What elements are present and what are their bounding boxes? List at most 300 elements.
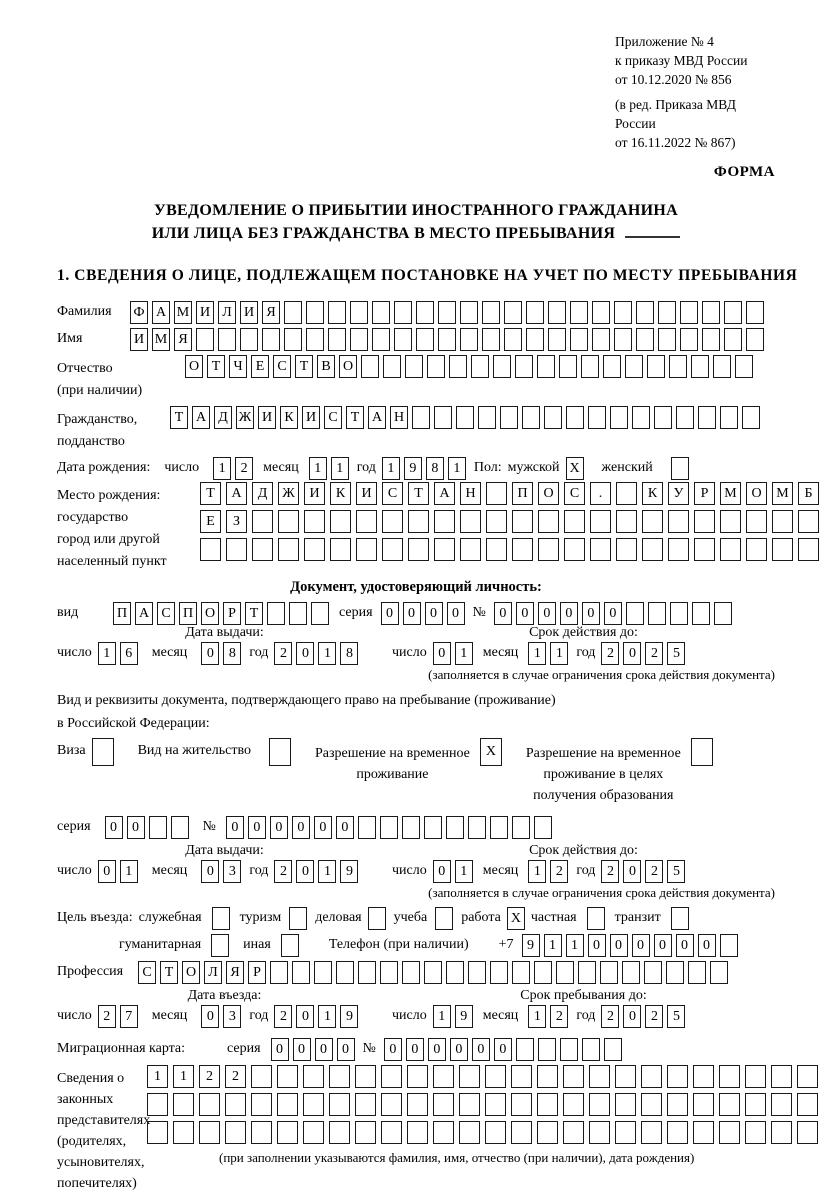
char-box[interactable]: 1	[98, 642, 116, 665]
char-box[interactable]: Т	[295, 355, 313, 378]
char-box[interactable]	[719, 1093, 740, 1116]
residence-permit-checkbox[interactable]	[269, 738, 291, 766]
residence-number-boxes[interactable]	[226, 816, 552, 839]
char-box[interactable]: 2	[601, 860, 619, 883]
char-box[interactable]	[277, 1093, 298, 1116]
char-box[interactable]	[644, 961, 662, 984]
char-box[interactable]	[772, 510, 793, 533]
birthplace-row2-boxes[interactable]	[200, 510, 819, 533]
char-box[interactable]: Л	[204, 961, 222, 984]
char-box[interactable]	[199, 1093, 220, 1116]
char-box[interactable]	[511, 1093, 532, 1116]
char-box[interactable]: Л	[218, 301, 236, 324]
char-box[interactable]: С	[273, 355, 291, 378]
char-box[interactable]: 5	[667, 860, 685, 883]
representatives-row2-boxes[interactable]	[147, 1093, 818, 1116]
char-box[interactable]	[511, 1121, 532, 1144]
char-box[interactable]	[278, 538, 299, 561]
char-box[interactable]: Н	[460, 482, 481, 505]
char-box[interactable]: Р	[223, 602, 241, 625]
char-box[interactable]: 2	[274, 1005, 292, 1028]
char-box[interactable]	[720, 406, 738, 429]
entry-day[interactable]	[98, 1005, 138, 1028]
char-box[interactable]: Т	[170, 406, 188, 429]
identity-number-boxes[interactable]	[494, 602, 732, 625]
char-box[interactable]	[267, 602, 285, 625]
char-box[interactable]: 0	[676, 934, 694, 957]
char-box[interactable]	[735, 355, 753, 378]
char-box[interactable]	[407, 1121, 428, 1144]
char-box[interactable]	[563, 1121, 584, 1144]
char-box[interactable]	[559, 355, 577, 378]
char-box[interactable]: 1	[331, 457, 349, 480]
char-box[interactable]: 9	[522, 934, 540, 957]
char-box[interactable]: 0	[336, 816, 354, 839]
char-box[interactable]	[485, 1093, 506, 1116]
char-box[interactable]: А	[226, 482, 247, 505]
purpose-transit-checkbox[interactable]	[671, 907, 689, 930]
char-box[interactable]	[694, 538, 715, 561]
char-box[interactable]: 9	[340, 1005, 358, 1028]
char-box[interactable]	[719, 1065, 740, 1088]
char-box[interactable]	[329, 1093, 350, 1116]
identity-kind-boxes[interactable]	[113, 602, 329, 625]
char-box[interactable]	[328, 328, 346, 351]
char-box[interactable]	[304, 510, 325, 533]
char-box[interactable]	[526, 328, 544, 351]
char-box[interactable]	[468, 961, 486, 984]
char-box[interactable]: 1	[550, 642, 568, 665]
char-box[interactable]: И	[196, 301, 214, 324]
patronymic-boxes[interactable]	[185, 355, 753, 378]
char-box[interactable]: Я	[174, 328, 192, 351]
char-box[interactable]: X	[480, 738, 502, 766]
entry-month[interactable]	[201, 1005, 241, 1028]
char-box[interactable]	[622, 961, 640, 984]
char-box[interactable]	[356, 538, 377, 561]
char-box[interactable]: 2	[550, 860, 568, 883]
char-box[interactable]	[590, 538, 611, 561]
char-box[interactable]	[381, 1093, 402, 1116]
char-box[interactable]	[614, 301, 632, 324]
char-box[interactable]	[500, 406, 518, 429]
char-box[interactable]	[615, 1065, 636, 1088]
char-box[interactable]: С	[324, 406, 342, 429]
char-box[interactable]	[537, 1093, 558, 1116]
char-box[interactable]	[372, 328, 390, 351]
char-box[interactable]: 0	[433, 642, 451, 665]
char-box[interactable]	[314, 961, 332, 984]
char-box[interactable]	[578, 961, 596, 984]
purpose-tourism-checkbox[interactable]	[289, 907, 307, 930]
char-box[interactable]: X	[566, 457, 584, 480]
char-box[interactable]: В	[317, 355, 335, 378]
char-box[interactable]	[350, 328, 368, 351]
char-box[interactable]: 0	[293, 1038, 311, 1061]
char-box[interactable]: 0	[447, 602, 465, 625]
char-box[interactable]: И	[240, 301, 258, 324]
char-box[interactable]: 1	[309, 457, 327, 480]
char-box[interactable]	[570, 328, 588, 351]
char-box[interactable]: 1	[433, 1005, 451, 1028]
char-box[interactable]	[485, 1065, 506, 1088]
char-box[interactable]: 0	[314, 816, 332, 839]
char-box[interactable]	[666, 961, 684, 984]
char-box[interactable]	[515, 355, 533, 378]
char-box[interactable]	[330, 510, 351, 533]
char-box[interactable]	[416, 328, 434, 351]
char-box[interactable]	[262, 328, 280, 351]
char-box[interactable]	[668, 538, 689, 561]
char-box[interactable]: 0	[425, 602, 443, 625]
char-box[interactable]	[171, 816, 189, 839]
char-box[interactable]	[537, 355, 555, 378]
char-box[interactable]: 0	[654, 934, 672, 957]
char-box[interactable]	[642, 538, 663, 561]
char-box[interactable]	[616, 538, 637, 561]
char-box[interactable]	[538, 538, 559, 561]
char-box[interactable]: Р	[694, 482, 715, 505]
char-box[interactable]	[563, 1093, 584, 1116]
char-box[interactable]: М	[174, 301, 192, 324]
char-box[interactable]: 0	[296, 642, 314, 665]
char-box[interactable]: 1	[448, 457, 466, 480]
identity-series-boxes[interactable]	[381, 602, 465, 625]
char-box[interactable]	[702, 328, 720, 351]
char-box[interactable]	[603, 355, 621, 378]
entry-year[interactable]	[274, 1005, 358, 1028]
char-box[interactable]	[277, 1121, 298, 1144]
char-box[interactable]	[427, 355, 445, 378]
char-box[interactable]	[459, 1093, 480, 1116]
char-box[interactable]: 0	[698, 934, 716, 957]
char-box[interactable]: 1	[318, 1005, 336, 1028]
char-box[interactable]: Д	[252, 482, 273, 505]
char-box[interactable]: О	[538, 482, 559, 505]
char-box[interactable]: 0	[315, 1038, 333, 1061]
char-box[interactable]: А	[192, 406, 210, 429]
purpose-work-checkbox[interactable]	[507, 907, 525, 930]
char-box[interactable]	[534, 961, 552, 984]
char-box[interactable]: С	[564, 482, 585, 505]
residence-issue-year[interactable]	[274, 860, 358, 883]
char-box[interactable]: У	[668, 482, 689, 505]
char-box[interactable]	[199, 1121, 220, 1144]
char-box[interactable]	[710, 961, 728, 984]
char-box[interactable]	[355, 1121, 376, 1144]
char-box[interactable]	[702, 301, 720, 324]
char-box[interactable]	[632, 406, 650, 429]
char-box[interactable]	[381, 1121, 402, 1144]
char-box[interactable]	[563, 1065, 584, 1088]
identity-issue-month[interactable]	[201, 642, 241, 665]
char-box[interactable]: 3	[223, 1005, 241, 1028]
char-box[interactable]	[589, 1065, 610, 1088]
char-box[interactable]	[564, 538, 585, 561]
char-box[interactable]: А	[368, 406, 386, 429]
char-box[interactable]: М	[152, 328, 170, 351]
residence-valid-year[interactable]	[601, 860, 685, 883]
purpose-private-checkbox[interactable]	[587, 907, 605, 930]
char-box[interactable]	[407, 1093, 428, 1116]
char-box[interactable]: 2	[98, 1005, 116, 1028]
char-box[interactable]: Б	[798, 482, 819, 505]
birth-month-boxes[interactable]	[309, 457, 349, 480]
char-box[interactable]	[713, 355, 731, 378]
char-box[interactable]	[680, 301, 698, 324]
char-box[interactable]: И	[356, 482, 377, 505]
char-box[interactable]	[688, 961, 706, 984]
char-box[interactable]: 0	[450, 1038, 468, 1061]
char-box[interactable]	[471, 355, 489, 378]
char-box[interactable]	[380, 816, 398, 839]
char-box[interactable]	[582, 1038, 600, 1061]
char-box[interactable]	[328, 301, 346, 324]
char-box[interactable]	[746, 328, 764, 351]
purpose-other-checkbox[interactable]	[281, 934, 299, 957]
purpose-study-checkbox[interactable]	[435, 907, 453, 930]
char-box[interactable]	[548, 328, 566, 351]
char-box[interactable]	[587, 907, 605, 930]
char-box[interactable]	[358, 961, 376, 984]
char-box[interactable]: 9	[455, 1005, 473, 1028]
char-box[interactable]	[676, 406, 694, 429]
residence-issue-month[interactable]	[201, 860, 241, 883]
char-box[interactable]	[252, 538, 273, 561]
char-box[interactable]: 0	[271, 1038, 289, 1061]
edu-permit-checkbox[interactable]	[691, 738, 713, 766]
char-box[interactable]: Р	[248, 961, 266, 984]
char-box[interactable]: 0	[292, 816, 310, 839]
char-box[interactable]	[566, 406, 584, 429]
char-box[interactable]: .	[590, 482, 611, 505]
char-box[interactable]: Д	[214, 406, 232, 429]
char-box[interactable]: 0	[604, 602, 622, 625]
char-box[interactable]	[588, 406, 606, 429]
char-box[interactable]	[724, 328, 742, 351]
char-box[interactable]: 1	[318, 860, 336, 883]
char-box[interactable]	[560, 1038, 578, 1061]
char-box[interactable]	[433, 1121, 454, 1144]
char-box[interactable]	[625, 355, 643, 378]
char-box[interactable]	[670, 602, 688, 625]
char-box[interactable]	[329, 1065, 350, 1088]
char-box[interactable]	[394, 328, 412, 351]
char-box[interactable]: 9	[340, 860, 358, 883]
char-box[interactable]	[433, 1065, 454, 1088]
char-box[interactable]: 2	[225, 1065, 246, 1088]
char-box[interactable]: 0	[623, 642, 641, 665]
char-box[interactable]	[798, 510, 819, 533]
char-box[interactable]	[173, 1093, 194, 1116]
char-box[interactable]: Е	[200, 510, 221, 533]
sex-female-checkbox[interactable]	[671, 457, 689, 480]
char-box[interactable]: 1	[455, 642, 473, 665]
char-box[interactable]: 8	[340, 642, 358, 665]
char-box[interactable]: 2	[645, 642, 663, 665]
char-box[interactable]	[289, 602, 307, 625]
char-box[interactable]	[408, 538, 429, 561]
char-box[interactable]: 3	[223, 860, 241, 883]
residence-valid-month[interactable]	[528, 860, 568, 883]
char-box[interactable]: 2	[274, 860, 292, 883]
char-box[interactable]: 0	[296, 1005, 314, 1028]
char-box[interactable]: 0	[270, 816, 288, 839]
char-box[interactable]: Т	[207, 355, 225, 378]
char-box[interactable]	[746, 301, 764, 324]
char-box[interactable]: 0	[105, 816, 123, 839]
char-box[interactable]: З	[226, 510, 247, 533]
identity-valid-month[interactable]	[528, 642, 568, 665]
char-box[interactable]: О	[182, 961, 200, 984]
char-box[interactable]	[615, 1093, 636, 1116]
char-box[interactable]: А	[135, 602, 153, 625]
char-box[interactable]	[402, 961, 420, 984]
char-box[interactable]: О	[339, 355, 357, 378]
char-box[interactable]: 0	[632, 934, 650, 957]
char-box[interactable]	[380, 961, 398, 984]
char-box[interactable]	[306, 328, 324, 351]
char-box[interactable]	[641, 1093, 662, 1116]
char-box[interactable]	[278, 510, 299, 533]
char-box[interactable]	[538, 510, 559, 533]
char-box[interactable]	[504, 301, 522, 324]
char-box[interactable]: М	[772, 482, 793, 505]
birthplace-row1-boxes[interactable]	[200, 482, 819, 505]
char-box[interactable]	[724, 301, 742, 324]
char-box[interactable]: Я	[262, 301, 280, 324]
char-box[interactable]	[336, 961, 354, 984]
residence-series-boxes[interactable]	[105, 816, 189, 839]
sex-male-checkbox[interactable]	[566, 457, 584, 480]
char-box[interactable]: 1	[213, 457, 231, 480]
char-box[interactable]	[581, 355, 599, 378]
char-box[interactable]	[438, 328, 456, 351]
char-box[interactable]: 0	[623, 860, 641, 883]
char-box[interactable]: И	[304, 482, 325, 505]
char-box[interactable]	[361, 355, 379, 378]
char-box[interactable]	[434, 538, 455, 561]
char-box[interactable]	[212, 907, 230, 930]
char-box[interactable]: 2	[235, 457, 253, 480]
char-box[interactable]: Т	[408, 482, 429, 505]
residence-valid-day[interactable]	[433, 860, 473, 883]
char-box[interactable]	[277, 1065, 298, 1088]
char-box[interactable]	[485, 1121, 506, 1144]
char-box[interactable]: 2	[645, 860, 663, 883]
char-box[interactable]	[667, 1065, 688, 1088]
char-box[interactable]	[592, 301, 610, 324]
char-box[interactable]	[394, 301, 412, 324]
char-box[interactable]: 0	[201, 1005, 219, 1028]
char-box[interactable]	[548, 301, 566, 324]
char-box[interactable]	[636, 301, 654, 324]
char-box[interactable]: 2	[601, 642, 619, 665]
stay-year[interactable]	[601, 1005, 685, 1028]
char-box[interactable]	[284, 328, 302, 351]
char-box[interactable]	[482, 301, 500, 324]
char-box[interactable]	[402, 816, 420, 839]
char-box[interactable]	[460, 301, 478, 324]
char-box[interactable]	[311, 602, 329, 625]
char-box[interactable]	[512, 816, 530, 839]
char-box[interactable]	[719, 1121, 740, 1144]
char-box[interactable]	[604, 1038, 622, 1061]
char-box[interactable]	[433, 1093, 454, 1116]
char-box[interactable]	[771, 1093, 792, 1116]
char-box[interactable]	[589, 1093, 610, 1116]
char-box[interactable]: 6	[120, 642, 138, 665]
char-box[interactable]: 5	[667, 642, 685, 665]
char-box[interactable]: П	[113, 602, 131, 625]
char-box[interactable]	[446, 816, 464, 839]
char-box[interactable]: 2	[601, 1005, 619, 1028]
char-box[interactable]	[544, 406, 562, 429]
char-box[interactable]	[211, 934, 229, 957]
char-box[interactable]: 1	[528, 1005, 546, 1028]
char-box[interactable]	[658, 328, 676, 351]
char-box[interactable]: Е	[251, 355, 269, 378]
char-box[interactable]	[438, 301, 456, 324]
char-box[interactable]: 1	[318, 642, 336, 665]
char-box[interactable]	[356, 510, 377, 533]
char-box[interactable]: О	[746, 482, 767, 505]
char-box[interactable]	[149, 816, 167, 839]
char-box[interactable]: 0	[201, 642, 219, 665]
char-box[interactable]: 0	[582, 602, 600, 625]
char-box[interactable]	[610, 406, 628, 429]
char-box[interactable]	[459, 1065, 480, 1088]
char-box[interactable]: 0	[494, 1038, 512, 1061]
char-box[interactable]: Т	[160, 961, 178, 984]
char-box[interactable]	[196, 328, 214, 351]
char-box[interactable]: С	[138, 961, 156, 984]
char-box[interactable]: 1	[544, 934, 562, 957]
birth-day-boxes[interactable]	[213, 457, 253, 480]
char-box[interactable]: К	[280, 406, 298, 429]
char-box[interactable]	[490, 816, 508, 839]
char-box[interactable]: 1	[528, 642, 546, 665]
char-box[interactable]	[218, 328, 236, 351]
char-box[interactable]	[641, 1121, 662, 1144]
char-box[interactable]	[449, 355, 467, 378]
representatives-row3-boxes[interactable]	[147, 1121, 818, 1144]
char-box[interactable]: Я	[226, 961, 244, 984]
char-box[interactable]	[538, 1038, 556, 1061]
char-box[interactable]	[671, 457, 689, 480]
char-box[interactable]: 2	[199, 1065, 220, 1088]
char-box[interactable]: П	[512, 482, 533, 505]
identity-issue-year[interactable]	[274, 642, 358, 665]
char-box[interactable]	[667, 1121, 688, 1144]
char-box[interactable]: И	[302, 406, 320, 429]
char-box[interactable]: 1	[173, 1065, 194, 1088]
char-box[interactable]: Т	[346, 406, 364, 429]
char-box[interactable]	[292, 961, 310, 984]
char-box[interactable]	[460, 328, 478, 351]
char-box[interactable]	[798, 538, 819, 561]
char-box[interactable]	[537, 1065, 558, 1088]
migration-number-boxes[interactable]	[384, 1038, 622, 1061]
char-box[interactable]	[147, 1093, 168, 1116]
char-box[interactable]	[564, 510, 585, 533]
char-box[interactable]	[434, 510, 455, 533]
char-box[interactable]	[600, 961, 618, 984]
char-box[interactable]	[720, 538, 741, 561]
char-box[interactable]	[698, 406, 716, 429]
char-box[interactable]: 0	[516, 602, 534, 625]
char-box[interactable]	[570, 301, 588, 324]
